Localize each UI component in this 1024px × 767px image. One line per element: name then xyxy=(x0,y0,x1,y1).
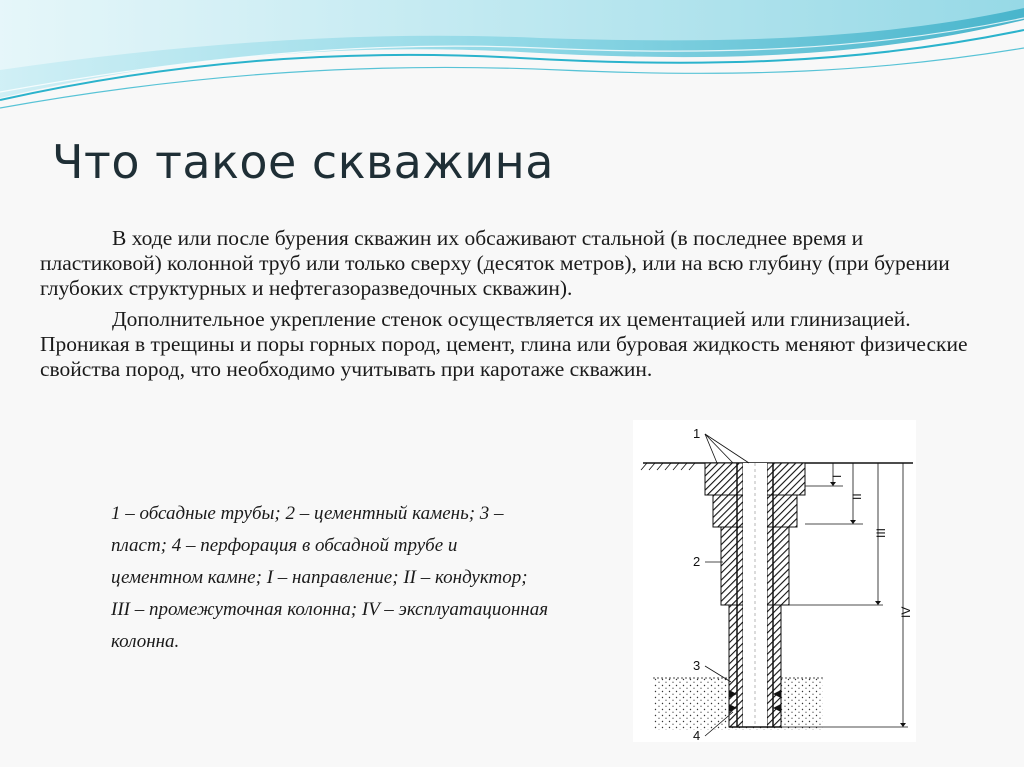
body-text xyxy=(40,226,970,388)
diagram-caption: 1 – обсадные трубы; 2 – цементный камень; 3 – пласт; 4 – перфорация в обсадной трубе и цементном камне; I – направление; II – кондуктор; III – промежуточная колонна; IV – эксплуатационная колонна. xyxy=(111,503,549,652)
wave-decoration xyxy=(0,0,1024,130)
roman-I: I xyxy=(830,474,844,478)
page-title: Что такое скважина xyxy=(52,135,554,189)
roman-III: III xyxy=(874,527,888,538)
roman-II: II xyxy=(850,493,864,500)
label-3: 3 xyxy=(693,658,701,673)
well-diagram xyxy=(633,420,916,742)
paragraph-2: Дополнительное укрепление стенок осуществляется их цементацией или глинизацией. Проникая в трещины и поры горных пород, цемент, глина или буровая жидкость меняют физические свойства пород, что необходимо учитывать при каротаже скважин. xyxy=(40,307,968,381)
paragraph-1: В ходе или после бурения скважин их обсаживают стальной (в последнее время и пластиковой) колонной труб или только сверху (десяток метров), или на всю глубину (при бурении глубоких структурных и нефтегазоразведочных скважин). xyxy=(40,226,950,300)
roman-IV: IV xyxy=(899,606,913,618)
label-2: 2 xyxy=(693,554,701,569)
label-1: 1 xyxy=(693,426,701,441)
label-4: 4 xyxy=(693,728,701,742)
